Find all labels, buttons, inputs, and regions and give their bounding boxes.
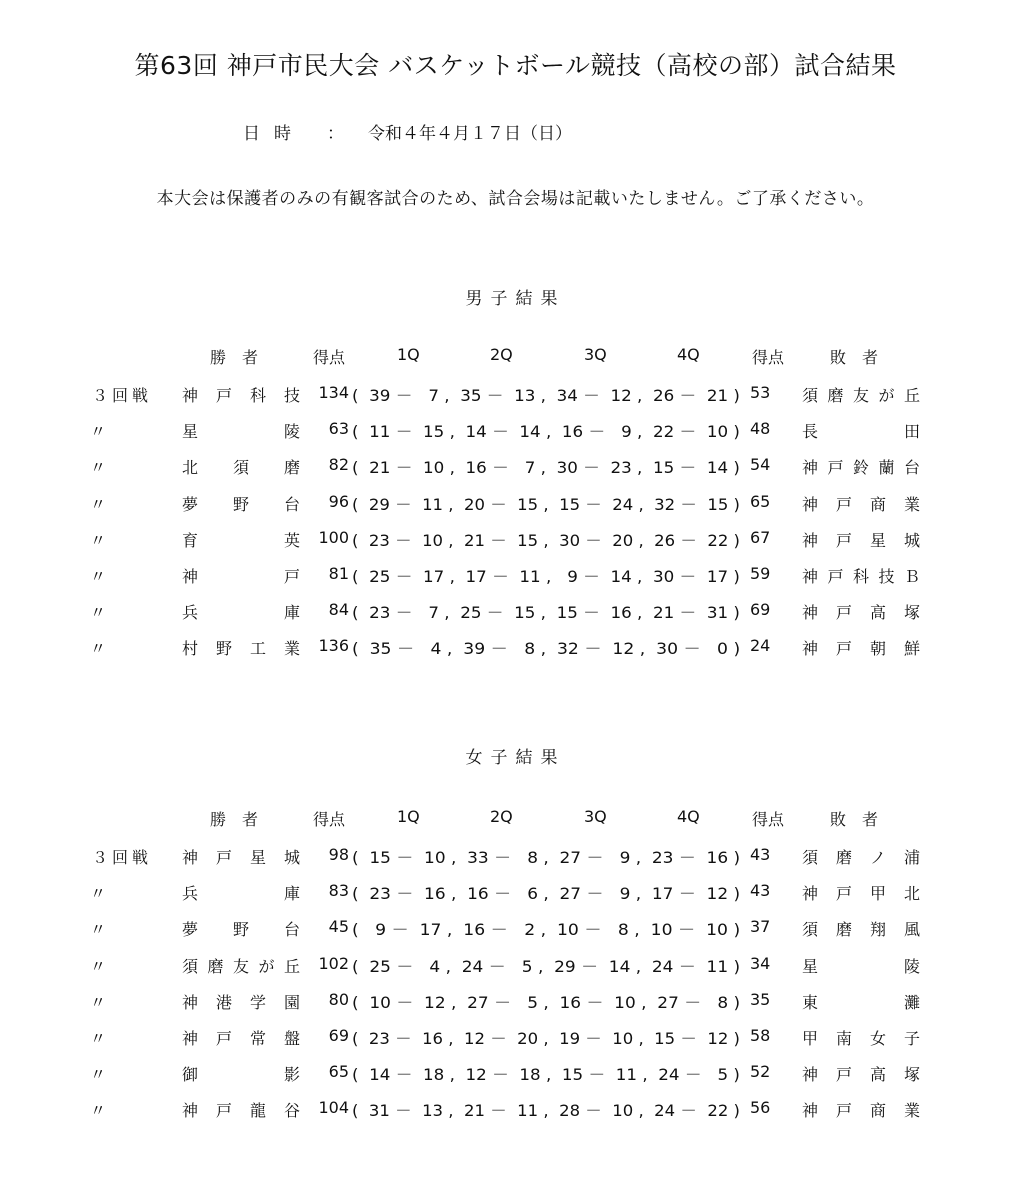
header-q4: 4Q — [677, 345, 700, 364]
quarter-scores-cell: ( 39 － 7 , 35 － 13 , 34 － 12 , 26 － 21 ) — [352, 386, 740, 405]
quarter-scores-cell: ( 25 － 4 , 24 － 5 , 29 － 14 , 24 － 11 ) — [352, 956, 741, 976]
quarter-scores-cell: ( 10 － 12 , 27 － 5 , 16 － 10 , 27 － 8 ) — [352, 992, 741, 1012]
winner-cell: 北 須 磨 — [182, 458, 300, 478]
round-cell: 〃 — [89, 458, 106, 478]
loser-score-cell: 52 — [750, 1062, 771, 1082]
notice-text: 本大会は保護者のみの有観客試合のため、試合会場は記載いたしません。ご了承ください。 — [156, 189, 875, 209]
table-row — [0, 600, 1031, 626]
date-label: 日時 — [243, 124, 305, 144]
quarter-scores-cell: ( 15 － 10 , 33 － 8 , 27 － 9 , 23 － 16 ) — [352, 848, 741, 867]
table-row — [0, 636, 1031, 662]
loser-score-cell: 65 — [750, 491, 771, 511]
quarter-scores-cell: ( 35 － 4 , 39 － 8 , 32 － 12 , 30 － 0 ) — [352, 639, 741, 659]
loser-cell: 須 磨 翔 風 — [802, 920, 920, 940]
round-cell: 〃 — [89, 603, 106, 623]
winner-score-cell: 100 — [318, 527, 349, 547]
winner-score-cell: 98 — [328, 845, 349, 864]
winner-cell: 神 戸 常 盤 — [182, 1029, 300, 1048]
winner-score-cell: 81 — [328, 564, 349, 583]
winner-score-cell: 82 — [328, 455, 349, 475]
loser-score-cell: 59 — [750, 564, 771, 583]
winner-cell: 夢 野 台 — [182, 494, 300, 514]
quarter-scores-cell: ( 14 － 18 , 12 － 18 , 15 － 11 , 24 － 5 ) — [352, 1065, 740, 1085]
header-q1: 1Q — [397, 345, 420, 364]
winner-score-cell: 83 — [328, 881, 349, 901]
header-q2: 2Q — [490, 345, 513, 364]
header-score: 得点 — [313, 348, 346, 367]
winner-score-cell: 45 — [328, 917, 349, 937]
date-line — [243, 119, 572, 144]
winner-score-cell: 65 — [328, 1062, 349, 1082]
quarter-scores-cell: ( 11 － 15 , 14 － 14 , 16 － 9 , 22 － 10 ) — [352, 422, 740, 442]
round-cell: 〃 — [89, 1065, 106, 1085]
winner-cell: 神 戸 — [182, 567, 300, 586]
winner-score-cell: 96 — [328, 491, 349, 511]
loser-score-cell: 56 — [750, 1098, 771, 1118]
loser-score-cell: 58 — [750, 1026, 771, 1045]
winner-score-cell: 69 — [328, 1026, 349, 1045]
loser-cell: 神 戸 科 技 Ｂ — [802, 567, 920, 586]
loser-cell: 神 戸 朝 鮮 — [802, 639, 920, 659]
header-q4: 4Q — [677, 807, 700, 826]
loser-cell: 神 戸 商 業 — [802, 1101, 920, 1121]
women-table-header — [0, 807, 1031, 831]
loser-score-cell: 67 — [750, 527, 771, 547]
table-row — [0, 881, 1031, 907]
header-q3: 3Q — [584, 345, 607, 364]
loser-score-cell: 34 — [750, 953, 771, 973]
header-loser-score: 得点 — [752, 348, 785, 367]
winner-cell: 星 陵 — [182, 422, 300, 442]
winner-cell: 村 野 工 業 — [182, 639, 300, 659]
loser-cell: 須 磨 ノ 浦 — [802, 848, 920, 867]
table-row — [0, 1026, 1031, 1052]
winner-cell: 須 磨 友 が 丘 — [182, 956, 300, 976]
table-row — [0, 990, 1031, 1016]
loser-cell: 須 磨 友 が 丘 — [802, 386, 920, 405]
winner-cell: 御 影 — [182, 1065, 300, 1085]
round-cell: 〃 — [89, 530, 106, 550]
loser-cell: 神 戸 甲 北 — [802, 884, 920, 904]
loser-cell: 星 陵 — [802, 956, 920, 976]
table-row — [0, 564, 1031, 590]
quarter-scores-cell: ( 23 － 16 , 12 － 20 , 19 － 10 , 15 － 12 ) — [352, 1029, 740, 1048]
loser-cell: 長 田 — [802, 422, 920, 442]
women-section-title: 女子結果 — [465, 748, 566, 768]
header-score: 得点 — [313, 810, 346, 829]
loser-cell: 神 戸 鈴 蘭 台 — [802, 458, 920, 478]
header-q1: 1Q — [397, 807, 420, 826]
table-row — [0, 492, 1031, 518]
round-cell: 〃 — [89, 920, 106, 940]
loser-score-cell: 43 — [750, 881, 771, 901]
winner-cell: 神 戸 星 城 — [182, 848, 300, 867]
winner-score-cell: 136 — [318, 636, 349, 656]
quarter-scores-cell: ( 21 － 10 , 16 － 7 , 30 － 23 , 15 － 14 ) — [352, 458, 740, 478]
men-table-header — [0, 345, 1031, 369]
table-row — [0, 1098, 1031, 1124]
winner-score-cell: 104 — [318, 1098, 349, 1118]
quarter-scores-cell: ( 23 － 16 , 16 － 6 , 27 － 9 , 17 － 12 ) — [352, 884, 741, 904]
loser-cell: 東 灘 — [802, 992, 920, 1012]
table-row — [0, 528, 1031, 554]
table-row — [0, 419, 1031, 445]
quarter-scores-cell: ( 25 － 17 , 17 － 11 , 9 － 14 , 30 － 17 ) — [352, 567, 740, 586]
loser-cell: 神 戸 星 城 — [802, 530, 920, 550]
header-winner: 勝 者 — [210, 348, 259, 367]
quarter-scores-cell: ( 9 － 17 , 16 － 2 , 10 － 8 , 10 － 10 ) — [352, 920, 741, 940]
quarter-scores-cell: ( 29 － 11 , 20 － 15 , 15 － 24 , 32 － 15 ) — [352, 494, 740, 514]
table-row — [0, 1062, 1031, 1088]
loser-score-cell: 48 — [750, 419, 771, 439]
round-cell: 〃 — [89, 567, 106, 586]
men-section-title: 男子結果 — [465, 289, 566, 309]
winner-cell: 兵 庫 — [182, 603, 300, 623]
header-loser-score: 得点 — [752, 810, 785, 829]
loser-cell: 神 戸 高 塚 — [802, 1065, 920, 1085]
loser-score-cell: 24 — [750, 636, 771, 656]
header-q2: 2Q — [490, 807, 513, 826]
round-cell: 〃 — [89, 884, 106, 904]
winner-score-cell: 63 — [328, 419, 349, 439]
round-cell: 〃 — [89, 992, 106, 1012]
table-row — [0, 917, 1031, 943]
round-cell: ３回戦 — [92, 848, 153, 867]
date-colon: ： — [327, 124, 344, 144]
header-winner: 勝 者 — [210, 810, 259, 829]
header-q3: 3Q — [584, 807, 607, 826]
round-cell: 〃 — [89, 956, 106, 976]
winner-cell: 神 戸 科 技 — [182, 386, 300, 405]
round-cell: 〃 — [89, 422, 106, 442]
loser-score-cell: 69 — [750, 600, 771, 620]
winner-cell: 兵 庫 — [182, 884, 300, 904]
quarter-scores-cell: ( 23 － 7 , 25 － 15 , 15 － 16 , 21 － 31 ) — [352, 603, 740, 623]
round-cell: ３回戦 — [92, 386, 153, 405]
winner-cell: 育 英 — [182, 530, 300, 550]
loser-score-cell: 53 — [750, 383, 771, 402]
quarter-scores-cell: ( 23 － 10 , 21 － 15 , 30 － 20 , 26 － 22 ) — [352, 530, 740, 550]
date-value: 令和４年４月１７日（日） — [368, 124, 572, 144]
table-row — [0, 954, 1031, 980]
round-cell: 〃 — [89, 639, 106, 659]
loser-cell: 神 戸 商 業 — [802, 494, 920, 514]
winner-score-cell: 80 — [328, 989, 349, 1009]
round-cell: 〃 — [89, 494, 106, 514]
page-title: 第63回 神戸市民大会 バスケットボール競技（高校の部）試合結果 — [134, 51, 897, 80]
loser-score-cell: 43 — [750, 845, 771, 864]
loser-cell: 甲 南 女 子 — [802, 1029, 920, 1048]
quarter-scores-cell: ( 31 － 13 , 21 － 11 , 28 － 10 , 24 － 22 ) — [352, 1101, 740, 1121]
header-loser: 敗 者 — [830, 348, 879, 367]
winner-score-cell: 102 — [318, 953, 349, 973]
round-cell: 〃 — [89, 1029, 106, 1048]
loser-score-cell: 35 — [750, 989, 771, 1009]
winner-score-cell: 134 — [318, 383, 349, 402]
round-cell: 〃 — [89, 1101, 106, 1121]
winner-cell: 夢 野 台 — [182, 920, 300, 940]
winner-cell: 神 戸 龍 谷 — [182, 1101, 300, 1121]
winner-cell: 神 港 学 園 — [182, 992, 300, 1012]
loser-score-cell: 54 — [750, 455, 771, 475]
loser-score-cell: 37 — [750, 917, 771, 937]
table-row — [0, 455, 1031, 481]
winner-score-cell: 84 — [328, 600, 349, 620]
table-row — [0, 383, 1031, 409]
header-loser: 敗 者 — [830, 810, 879, 829]
table-row — [0, 845, 1031, 871]
loser-cell: 神 戸 高 塚 — [802, 603, 920, 623]
